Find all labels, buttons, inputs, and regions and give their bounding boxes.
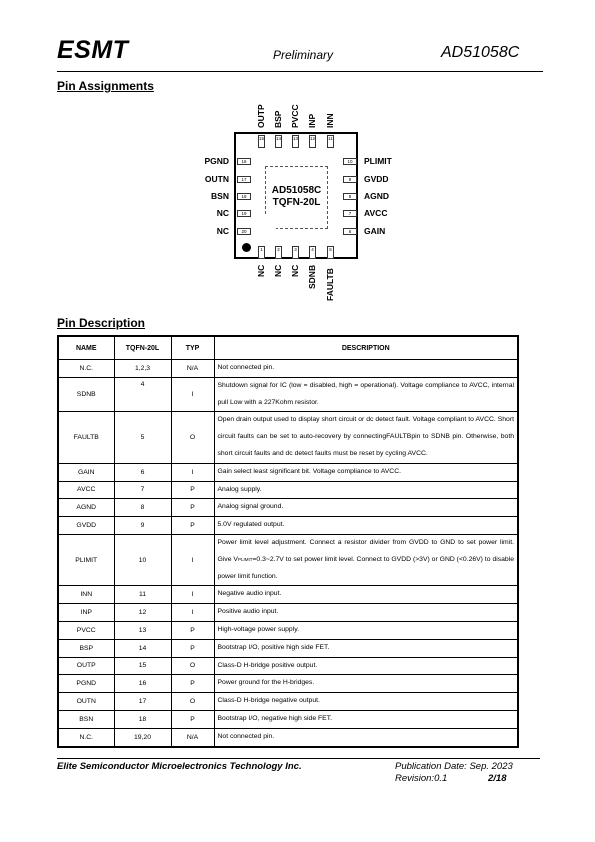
cell-type: O [171, 657, 214, 675]
bottom-pin-pad-4: 4 [309, 246, 316, 259]
cell-description: Power ground for the H-bridges. [214, 675, 518, 693]
bottom-pin-label-5: FAULTB [325, 268, 335, 301]
cell-type: I [171, 586, 214, 604]
top-pin-label-13: PVCC [290, 104, 300, 128]
cell-description: Gain select least significant bit. Voltage compliance to AVCC. [214, 463, 518, 481]
cell-name: GAIN [58, 463, 114, 481]
cell-name: PGND [58, 675, 114, 693]
cell-description: 5.0V regulated output. [214, 517, 518, 535]
header-type: TYP [171, 336, 214, 360]
cell-name: BSP [58, 639, 114, 657]
header-name: NAME [58, 336, 114, 360]
cell-name: GVDD [58, 517, 114, 535]
pin-assignments-heading: Pin Assignments [57, 79, 154, 93]
cell-type: O [171, 412, 214, 463]
header-divider [57, 71, 543, 72]
cell-pin: 17 [114, 693, 171, 711]
right-pin-pad-7: 7 [343, 210, 357, 217]
right-pin-label-9: GVDD [364, 174, 389, 184]
top-pin-label-14: BSP [273, 110, 283, 128]
cell-type: P [171, 710, 214, 728]
top-pin-pad-14: 14 [275, 135, 282, 148]
right-pin-label-6: GAIN [364, 226, 386, 236]
bottom-pin-label-3: NC [290, 264, 300, 277]
cell-name: N.C. [58, 728, 114, 746]
top-pin-pad-13: 13 [292, 135, 299, 148]
right-pin-pad-8: 8 [343, 193, 357, 200]
company-logo: ESMT [57, 36, 129, 64]
table-row [58, 377, 518, 412]
description-text-cont: =0.3~2.7V to set power limit level. Connect to GVDD (>3V) or GND (<0.26V) to disable power limit function. [217, 555, 514, 580]
cell-description: Class-D H-bridge negative output. [214, 693, 518, 711]
description-text: Power limit level adjustment. Connect a resistor divider from GVDD to GND to set power limit. Give V [217, 538, 514, 563]
footer-divider [57, 758, 540, 759]
left-pin-pad-19: 19 [237, 210, 251, 217]
cell-name: PVCC [58, 621, 114, 639]
table-row [58, 621, 518, 639]
cell-type: I [171, 534, 214, 585]
cell-type: P [171, 621, 214, 639]
table-header-row [58, 336, 518, 360]
cell-description: Analog supply. [214, 481, 518, 499]
cell-type: I [171, 604, 214, 622]
left-pin-label-18: BSN [211, 191, 229, 201]
top-pin-label-12: INP [307, 113, 317, 128]
cell-pin: 1,2,3 [114, 360, 171, 378]
cell-description [214, 534, 518, 585]
cell-name: OUTP [58, 657, 114, 675]
pin-description-heading: Pin Description [57, 316, 146, 330]
left-pin-pad-20: 20 [237, 228, 251, 235]
cell-type: P [171, 481, 214, 499]
table-row [58, 586, 518, 604]
cell-description: Not connected pin. [214, 728, 518, 746]
cell-description: Analog signal ground. [214, 499, 518, 517]
footer-revision: Revision:0.1 [395, 773, 448, 784]
left-pin-label-20: NC [216, 226, 229, 236]
cell-type: I [171, 377, 214, 412]
right-pin-pad-9: 9 [343, 176, 357, 183]
cell-description: Negative audio input. [214, 586, 518, 604]
bottom-pin-pad-5: 5 [327, 246, 334, 259]
chip-label [265, 185, 328, 209]
cell-description: Bootstrap I/O, negative high side FET. [214, 710, 518, 728]
package-name: TQFN-20L [272, 197, 321, 208]
pin-description-table [57, 335, 519, 748]
cell-type: P [171, 499, 214, 517]
cell-pin: 11 [114, 586, 171, 604]
cell-type: N/A [171, 728, 214, 746]
table-row [58, 639, 518, 657]
cell-description: High-voltage power supply. [214, 621, 518, 639]
cell-pin: 16 [114, 675, 171, 693]
top-pin-label-11: INN [325, 113, 335, 128]
table-row [58, 463, 518, 481]
cell-pin: 12 [114, 604, 171, 622]
header-description: DESCRIPTION [214, 336, 518, 360]
part-number: AD51058C [441, 44, 520, 61]
cell-name: INP [58, 604, 114, 622]
cell-name: SDNB [58, 377, 114, 412]
left-pin-pad-17: 17 [237, 176, 251, 183]
table-body [58, 360, 518, 747]
bottom-pin-label-2: NC [273, 264, 283, 277]
table-row [58, 534, 518, 585]
cell-pin: 19,20 [114, 728, 171, 746]
table-row [58, 657, 518, 675]
cell-type: N/A [171, 360, 214, 378]
cell-description: Not connected pin. [214, 360, 518, 378]
top-pin-label-15: OUTP [256, 104, 266, 128]
cell-name: OUTN [58, 693, 114, 711]
left-pin-label-17: OUTN [204, 174, 229, 184]
cell-description: Positive audio input. [214, 604, 518, 622]
cell-type: P [171, 675, 214, 693]
cell-pin: 10 [114, 534, 171, 585]
cell-pin: 7 [114, 481, 171, 499]
cell-name: FAULTB [58, 412, 114, 463]
table-row [58, 499, 518, 517]
left-pin-label-16: PGND [204, 156, 229, 166]
table-row [58, 604, 518, 622]
cell-description: Open drain output used to display short circuit or dc detect fault. Voltage compliant to AVCC. Short circuit faults can be set to auto-recovery by connectingFAULTBpin to SDNB pin. Otherwise, both short circuit faults and dc detect faults must be reset by cycling AVCC. [214, 412, 518, 463]
chip-name: AD51058C [271, 185, 322, 196]
table-row [58, 675, 518, 693]
footer-company: Elite Semiconductor Microelectronics Technology Inc. [57, 761, 302, 772]
bottom-pin-pad-3: 3 [292, 246, 299, 259]
table-row [58, 728, 518, 746]
cell-pin: 5 [114, 412, 171, 463]
right-pin-label-10: PLIMIT [364, 156, 392, 166]
table-row [58, 481, 518, 499]
bottom-pin-pad-1: 1 [258, 246, 265, 259]
right-pin-pad-6: 6 [343, 228, 357, 235]
left-pin-label-19: NC [216, 208, 229, 218]
table-row [58, 517, 518, 535]
cell-description: Bootstrap I/O, positive high side FET. [214, 639, 518, 657]
top-pin-pad-11: 11 [327, 135, 334, 148]
cell-name: AVCC [58, 481, 114, 499]
cell-name: BSN [58, 710, 114, 728]
cell-pin: 9 [114, 517, 171, 535]
description-subscript: PLIMIT [237, 556, 253, 562]
footer-page-number: 2/18 [488, 773, 507, 784]
bottom-pin-label-1: NC [256, 264, 266, 277]
cell-pin: 4 [114, 377, 171, 412]
right-pin-pad-10: 10 [343, 158, 357, 165]
cell-pin: 18 [114, 710, 171, 728]
right-pin-label-8: AGND [364, 191, 390, 201]
bottom-pin-pad-2: 2 [275, 246, 282, 259]
pin1-marker [242, 243, 251, 252]
header-package: TQFN-20L [114, 336, 171, 360]
cell-type: I [171, 463, 214, 481]
top-pin-pad-15: 15 [258, 135, 265, 148]
cell-type: O [171, 693, 214, 711]
cell-name: N.C. [58, 360, 114, 378]
table-row [58, 693, 518, 711]
cell-name: AGND [58, 499, 114, 517]
table-row [58, 412, 518, 463]
cell-name: INN [58, 586, 114, 604]
cell-pin: 13 [114, 621, 171, 639]
table-row [58, 710, 518, 728]
document-status: Preliminary [273, 48, 334, 62]
cell-description: Class-D H-bridge positive output. [214, 657, 518, 675]
table-row [58, 360, 518, 378]
cell-pin: 6 [114, 463, 171, 481]
left-pin-pad-18: 18 [237, 193, 251, 200]
cell-description: Shutdown signal for IC (low = disabled, high = operational). Voltage compliance to AVCC, internal pull Low with a 227Kohm resistor. [214, 377, 518, 412]
cell-type: P [171, 517, 214, 535]
cell-name: PLIMIT [58, 534, 114, 585]
right-pin-label-7: AVCC [364, 208, 388, 218]
footer-publication-date: Publication Date: Sep. 2023 [395, 761, 513, 772]
cell-type: P [171, 639, 214, 657]
cell-pin: 14 [114, 639, 171, 657]
bottom-pin-label-4: SDNB [307, 264, 317, 289]
left-pin-pad-16: 16 [237, 158, 251, 165]
top-pin-pad-12: 12 [309, 135, 316, 148]
cell-pin: 15 [114, 657, 171, 675]
cell-pin: 8 [114, 499, 171, 517]
